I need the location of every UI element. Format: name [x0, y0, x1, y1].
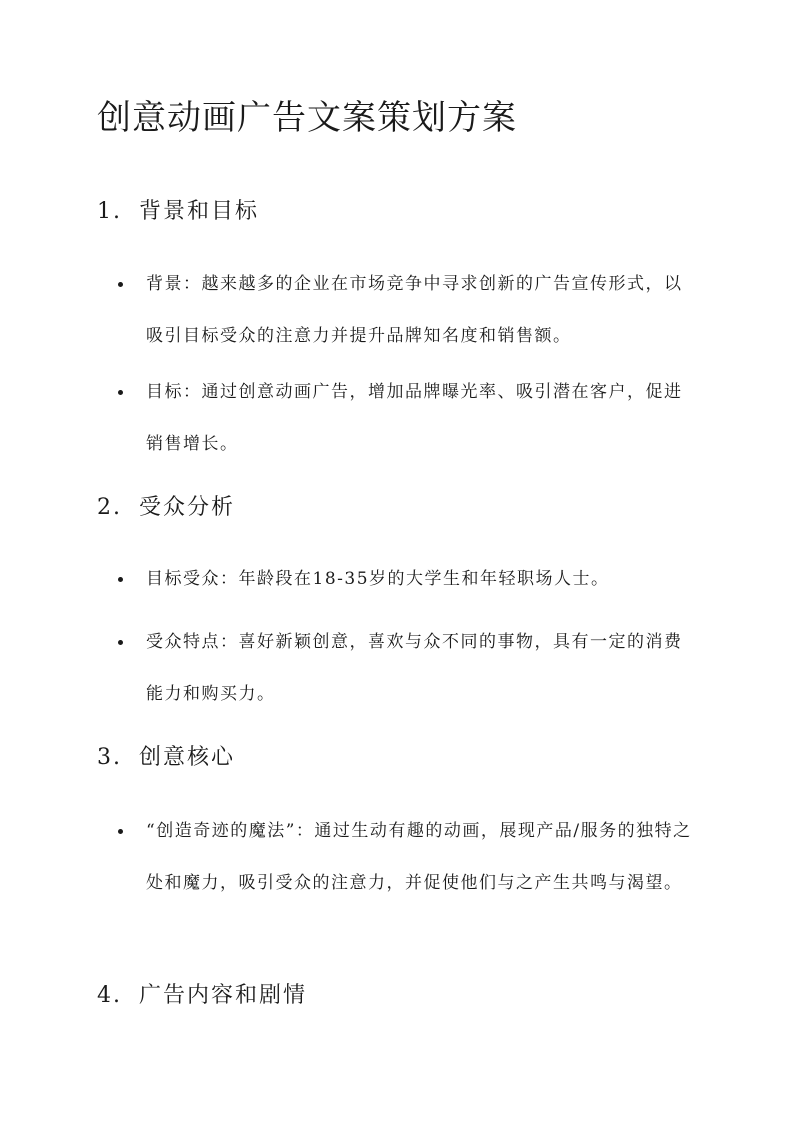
- list-item: [118, 553, 698, 605]
- section-heading-audience-analysis: [97, 492, 235, 524]
- list-item-text: 目标：通过创意动画广告，增加品牌曝光率、吸引潜在客户，促进销售增长。: [146, 382, 683, 454]
- list-item: [118, 366, 698, 470]
- section-title: 受众分析: [139, 495, 236, 520]
- section-heading-creative-core: [97, 742, 235, 774]
- bullet-icon: [118, 390, 123, 395]
- section-title: 创意核心: [139, 745, 236, 770]
- section-number: 2.: [97, 495, 122, 520]
- list-item-text: 受众特点：喜好新颖创意，喜欢与众不同的事物，具有一定的消费能力和购买力。: [146, 632, 683, 704]
- list-item: [118, 805, 698, 909]
- list-item-text: 背景：越来越多的企业在市场竞争中寻求创新的广告宣传形式，以吸引目标受众的注意力并提升品牌知名度和销售额。: [146, 274, 683, 346]
- section-heading-background-goals: [97, 196, 259, 228]
- bullet-icon: [118, 640, 123, 645]
- bullet-icon: [118, 282, 123, 287]
- section-number: 3.: [97, 745, 122, 770]
- list-item: [118, 616, 698, 720]
- list-item: [118, 258, 698, 362]
- list-item-text: “创造奇迹的魔法”：通过生动有趣的动画，展现产品/服务的独特之处和魔力，吸引受众的注意力，并促使他们与之产生共鸣与渴望。: [146, 821, 692, 893]
- list-item-text: 目标受众：年龄段在18-35岁的大学生和年轻职场人士。: [146, 569, 610, 589]
- section-title: 背景和目标: [139, 199, 260, 224]
- section-title: 广告内容和剧情: [139, 983, 308, 1008]
- section-heading-ad-content-plot: [97, 980, 307, 1012]
- bullet-icon: [118, 829, 123, 834]
- page-title: 创意动画广告文案策划方案: [97, 98, 517, 138]
- section-number: 1.: [97, 199, 122, 224]
- bullet-icon: [118, 577, 123, 582]
- section-number: 4.: [97, 983, 122, 1008]
